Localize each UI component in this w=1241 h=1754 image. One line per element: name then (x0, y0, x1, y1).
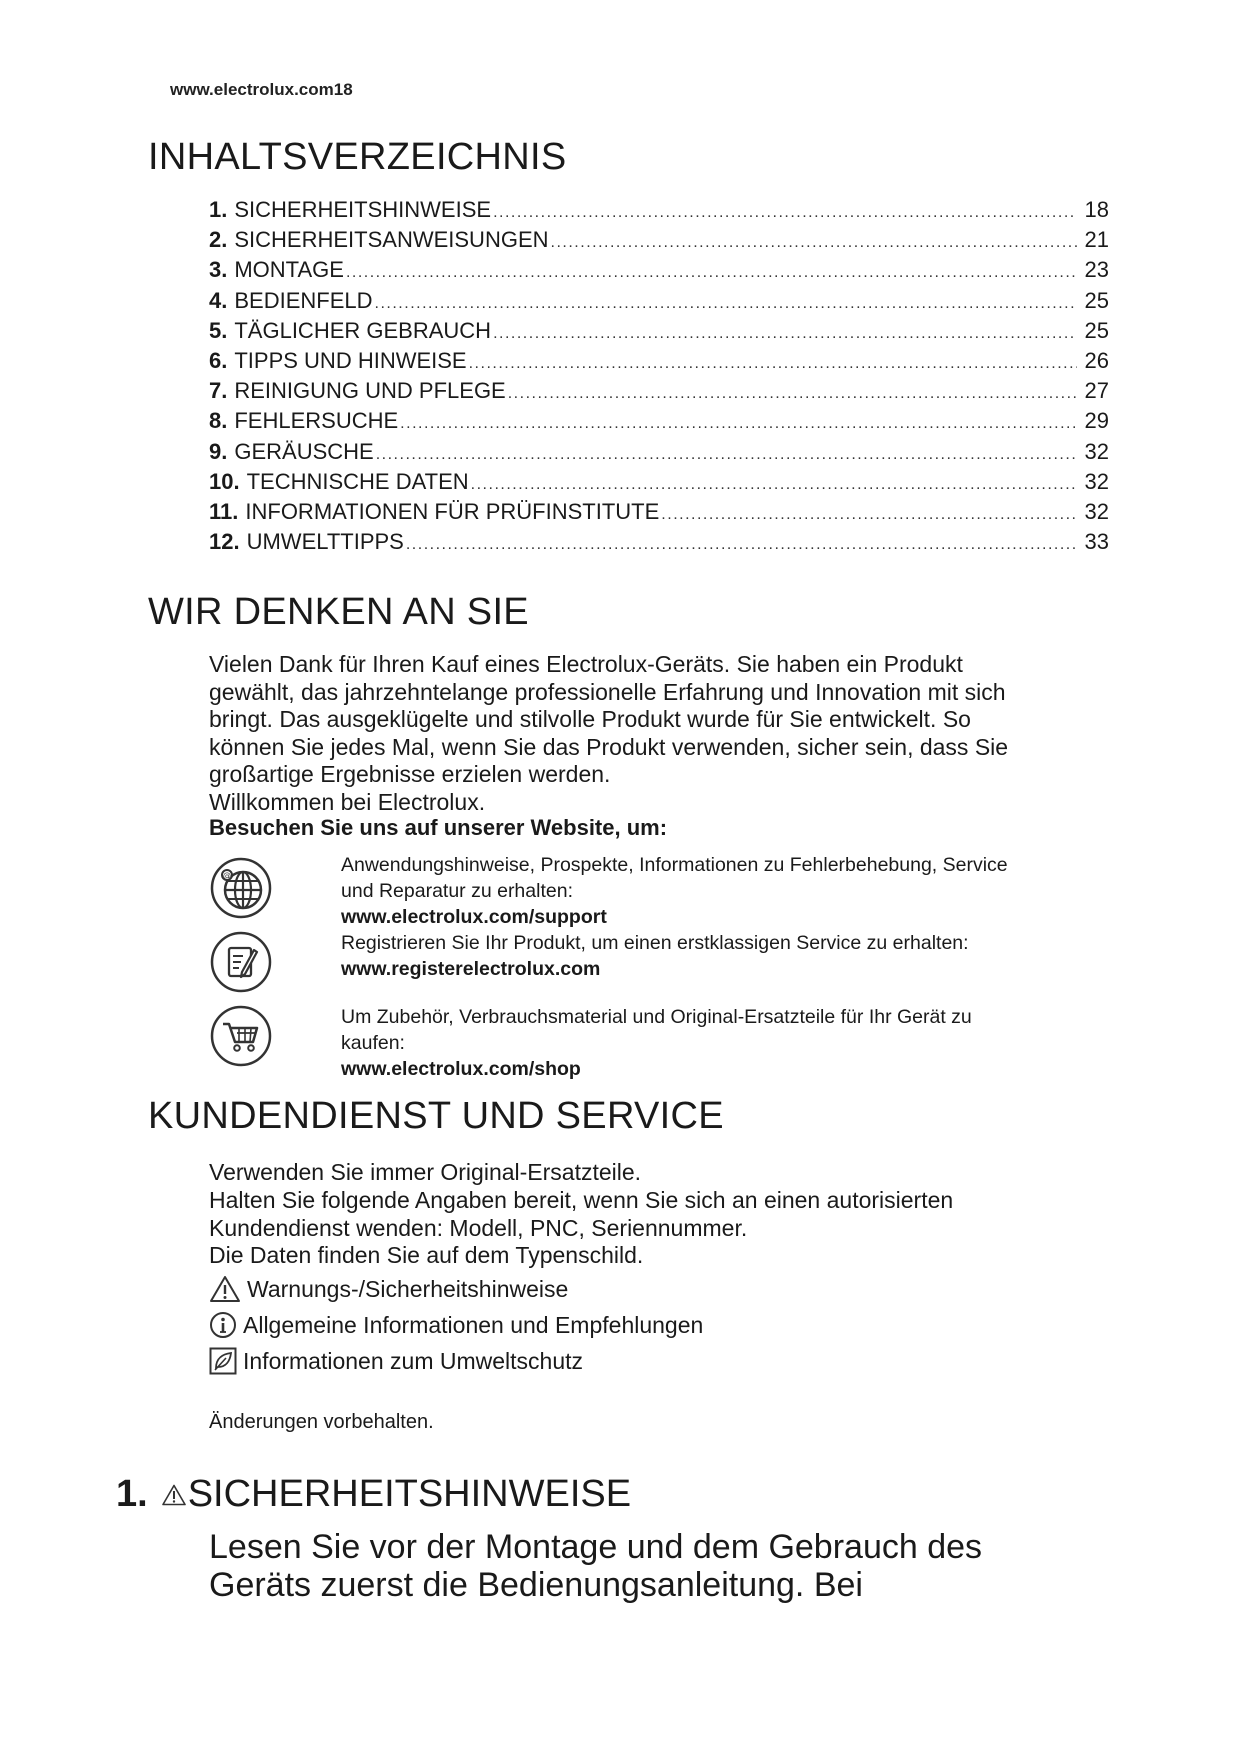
toc-item-number: 5. (209, 317, 228, 343)
toc-item-page: 25 (1084, 287, 1109, 313)
toc-leader (400, 415, 1077, 433)
toc-item[interactable] (209, 288, 1109, 318)
support-link-text (341, 852, 1111, 930)
register-line: Registrieren Sie Ihr Produkt, um einen erstklassigen Service zu erhalten: (341, 932, 969, 954)
support-line: und Reparatur zu erhalten: (341, 880, 573, 902)
toc-item-number: 7. (209, 378, 228, 404)
legend-info (209, 1311, 909, 1339)
toc-item[interactable] (209, 439, 1109, 469)
shop-link-text (341, 1004, 1111, 1082)
shop-url-link[interactable]: www.electrolux.com/shop (341, 1058, 581, 1080)
toc-item-label: FEHLERSUCHE (234, 408, 399, 434)
chapter-number: 1. (116, 1473, 148, 1515)
toc-item-label: SICHERHEITSANWEISUNGEN (234, 227, 549, 253)
kundendienst-line: Kundendienst wenden: Modell, PNC, Seriennummer. (209, 1214, 748, 1241)
toc-item-number: 12. (209, 529, 240, 555)
intro-line: Willkommen bei Electrolux. (209, 788, 486, 815)
toc-item-label: BEDIENFELD (234, 287, 373, 313)
toc-title: INHALTSVERZEICHNIS (148, 136, 567, 178)
cart-icon (209, 1004, 273, 1068)
changes-note: Änderungen vorbehalten. (209, 1411, 434, 1433)
toc-item-page: 33 (1084, 529, 1109, 555)
toc-item-number: 3. (209, 257, 228, 283)
toc-leader (508, 385, 1077, 403)
toc-item-page: 21 (1084, 227, 1109, 253)
toc-item-label: REINIGUNG UND PFLEGE (234, 378, 506, 404)
toc-item-page: 29 (1084, 408, 1109, 434)
leaf-icon (209, 1347, 237, 1375)
wir-denken-title: WIR DENKEN AN SIE (148, 591, 529, 633)
toc-item-label: TÄGLICHER GEBRAUCH (234, 317, 492, 343)
toc-item[interactable] (209, 257, 1109, 287)
intro-line: großartige Ergebnisse erzielen werden. (209, 761, 611, 788)
chapter-1-heading (116, 1473, 631, 1516)
legend-warning (209, 1275, 909, 1303)
toc-item-number: 8. (209, 408, 228, 434)
shop-line: kaufen: (341, 1032, 405, 1054)
visit-website-label: Besuchen Sie uns auf unserer Website, um: (209, 815, 668, 840)
intro-paragraph (209, 651, 1109, 817)
toc-item-label: TECHNISCHE DATEN (246, 468, 469, 494)
toc-item-page: 32 (1084, 438, 1109, 464)
warning-icon (162, 1484, 186, 1506)
kundendienst-line: Die Daten finden Sie auf dem Typenschild. (209, 1242, 644, 1269)
toc-item[interactable] (209, 499, 1109, 529)
toc-leader (406, 536, 1077, 554)
svg-text:@: @ (223, 871, 231, 880)
toc-item[interactable] (209, 227, 1109, 257)
legend-info-label: Allgemeine Informationen und Empfehlungen (243, 1311, 704, 1338)
toc-item-page: 18 (1084, 197, 1109, 222)
intro-line: bringt. Das ausgeklügelte und stilvolle Produkt wurde für Sie entwickelt. So (209, 706, 971, 733)
toc-leader (469, 355, 1077, 373)
kundendienst-title: KUNDENDIENST UND SERVICE (148, 1095, 724, 1137)
legend-environment (209, 1347, 909, 1375)
toc-item-number: 11. (209, 498, 239, 524)
globe-icon (209, 856, 273, 920)
toc-item-label: SICHERHEITSHINWEISE (234, 197, 492, 222)
chapter-1-body (209, 1528, 1109, 1604)
legend-environment-label: Informationen zum Umweltschutz (243, 1347, 584, 1374)
toc-item-page: 26 (1084, 347, 1109, 373)
toc-item-label: GERÄUSCHE (234, 438, 374, 464)
shop-line: Um Zubehör, Verbrauchsmaterial und Original-Ersatzteile für Ihr Gerät zu (341, 1006, 972, 1028)
toc-item[interactable] (209, 348, 1109, 378)
register-icon (209, 930, 273, 994)
intro-line: gewählt, das jahrzehntelange professionelle Erfahrung und Innovation mit sich (209, 678, 1006, 705)
toc-item[interactable] (209, 408, 1109, 438)
toc-item-page: 32 (1084, 498, 1109, 524)
header-website-url: www.electrolux.com18 (170, 80, 353, 99)
toc-item-number: 1. (209, 197, 228, 222)
toc-item[interactable] (209, 469, 1109, 499)
register-link-text (341, 930, 1111, 982)
support-line: Anwendungshinweise, Prospekte, Informationen zu Fehlerbehebung, Service (341, 854, 1008, 876)
toc-item-page: 25 (1084, 317, 1109, 343)
toc-item[interactable] (209, 529, 1109, 559)
toc-item-page: 32 (1084, 468, 1109, 494)
register-url-link[interactable]: www.registerelectrolux.com (341, 958, 601, 980)
chapter-body-line: Geräts zuerst die Bedienungsanleitung. Bei (209, 1566, 863, 1604)
intro-line: Vielen Dank für Ihren Kauf eines Electrolux-Geräts. Sie haben ein Produkt (209, 651, 963, 677)
info-icon (209, 1311, 237, 1339)
toc-item-label: MONTAGE (234, 257, 344, 283)
support-url-link[interactable]: www.electrolux.com/support (341, 906, 607, 928)
toc-leader (376, 446, 1077, 464)
intro-line: können Sie jedes Mal, wenn Sie das Produkt verwenden, sicher sein, dass Sie (209, 733, 1009, 760)
toc-leader (551, 234, 1077, 252)
toc-item-page: 23 (1084, 257, 1109, 283)
kundendienst-paragraph (209, 1159, 1109, 1270)
toc-item-number: 2. (209, 227, 228, 253)
toc-leader (471, 476, 1077, 494)
toc-leader (346, 264, 1077, 282)
toc-item-label: INFORMATIONEN FÜR PRÜFINSTITUTE (245, 498, 660, 524)
toc-item[interactable] (209, 197, 1109, 227)
toc-leader (493, 204, 1077, 222)
table-of-contents (209, 197, 1109, 559)
toc-leader (375, 295, 1077, 313)
toc-leader (661, 506, 1077, 524)
toc-item-number: 10. (209, 468, 240, 494)
toc-item-page: 27 (1084, 378, 1109, 404)
toc-item[interactable] (209, 318, 1109, 348)
kundendienst-line: Verwenden Sie immer Original-Ersatzteile. (209, 1159, 642, 1185)
toc-item[interactable] (209, 378, 1109, 408)
toc-item-label: UMWELTTIPPS (246, 529, 404, 555)
toc-leader (493, 325, 1077, 343)
chapter-body-line: Lesen Sie vor der Montage und dem Gebrauch des (209, 1528, 983, 1566)
legend-warning-label: Warnungs-/Sicherheitshinweise (247, 1275, 569, 1302)
toc-item-number: 9. (209, 438, 228, 464)
toc-item-number: 6. (209, 347, 228, 373)
toc-item-label: TIPPS UND HINWEISE (234, 347, 467, 373)
toc-item-number: 4. (209, 287, 228, 313)
chapter-title: SICHERHEITSHINWEISE (187, 1473, 632, 1515)
kundendienst-line: Halten Sie folgende Angaben bereit, wenn Sie sich an einen autorisierten (209, 1186, 954, 1213)
warning-icon (209, 1275, 241, 1303)
